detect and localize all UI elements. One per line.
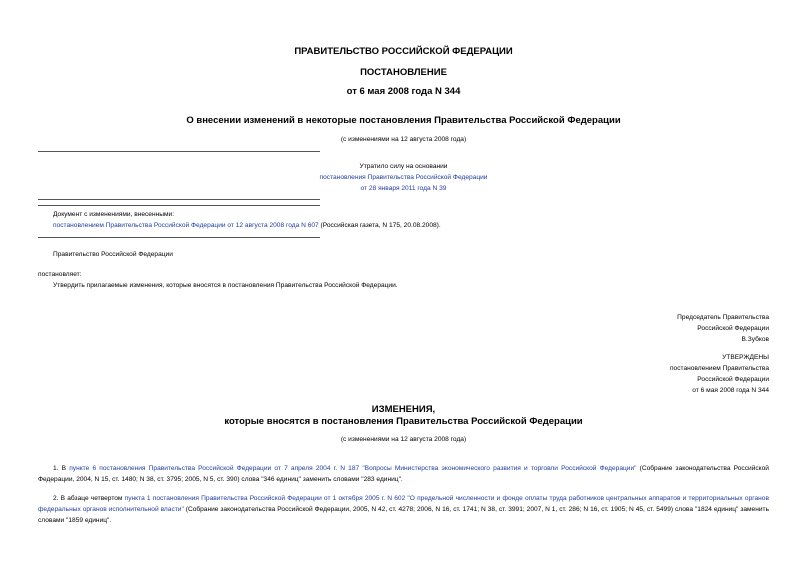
divider — [38, 151, 320, 152]
change-item-1 — [38, 463, 769, 485]
changes-doc-link[interactable]: постановлением Правительства Российской Федерации от 12 августа 2008 года N 607 — [53, 222, 319, 229]
lost-force-date-link[interactable]: от 28 января 2011 года N 39 — [360, 185, 447, 192]
approved-date: от 6 мая 2008 года N 344 — [692, 387, 769, 394]
approved-org: Российской Федерации — [697, 376, 769, 383]
divider — [38, 199, 320, 200]
changes-doc-source: (Российская газета, N 175, 20.08.2008). — [318, 222, 441, 229]
approved-by: постановлением Правительства — [669, 365, 769, 372]
change-item-1-pre: 1. В — [53, 465, 70, 472]
change-item-2-link[interactable]: пункта 1 постановления Правительства Российской Федерации от 1 октября 2005 г. N 602 "О предельной численности и фонде оплаты труда работников центральных аппаратов и территориальных органов федеральных органов исполнительной власти" — [38, 495, 769, 513]
approve-text: Утвердить прилагаемые изменения, которые вносятся в постановления Правительства Российской Федерации. — [53, 282, 398, 289]
approved-heading: УТВЕРЖДЕНЫ — [722, 354, 769, 361]
change-item-2-pre: 2. В абзаце четвертом — [53, 495, 125, 502]
doc-type-heading: ПОСТАНОВЛЕНИЕ — [360, 67, 447, 78]
change-item-2 — [38, 493, 769, 526]
gov-subject: Правительство Российской Федерации — [53, 251, 173, 258]
lost-force-label: Утратило силу на основании — [359, 163, 448, 170]
changes-subtitle: которые вносятся в постановления Правительства Российской Федерации — [224, 416, 583, 427]
divider — [38, 237, 320, 238]
changes-amend-note: (с изменениями на 12 августа 2008 года) — [340, 436, 467, 443]
changes-doc-line — [53, 222, 441, 229]
amend-note: (с изменениями на 12 августа 2008 года) — [340, 136, 467, 143]
changes-doc-label: Документ с изменениями, внесенными: — [53, 211, 175, 218]
change-item-2-post: (Собрание законодательства Российской Федерации, 2005, N 42, ст. 4278; 2006, N 16, ст. 1741; N 38, ст. 3991; 2007, N 1, ст. 286; N 16, ст. 1905; N 45, ст. 5499) слова "1824 единиц" заменить словами "1859 единиц". — [38, 506, 770, 524]
divider — [38, 205, 320, 206]
changes-title: ИЗМЕНЕНИЯ, — [371, 404, 436, 415]
doc-title: О внесении изменений в некоторые постановления Правительства Российской Федерации — [186, 115, 621, 126]
signature-name: В.Зубков — [741, 336, 769, 343]
change-item-1-link[interactable]: пункте 6 постановления Правительства Российской Федерации от 7 апреля 2004 г. N 187 "Вопросы Министерства экономического развития и торговли Российской Федерации" — [69, 465, 637, 472]
gov-heading: ПРАВИТЕЛЬСТВО РОССИЙСКОЙ ФЕДЕРАЦИИ — [294, 46, 513, 57]
doc-date-heading: от 6 мая 2008 года N 344 — [346, 86, 461, 97]
signature-position: Председатель Правительства — [677, 314, 769, 321]
lost-force-link[interactable]: постановления Правительства Российской Федерации — [319, 174, 488, 181]
signature-org: Российской Федерации — [697, 325, 769, 332]
decrees-word: постановляет: — [38, 271, 82, 278]
change-item-1-post: (Собрание законодательства Российской Федерации, 2004, N 15, ст. 1480; N 38, ст. 3795; 2005, N 5, ст. 390) слова "346 единиц" заменить словами "283 единиц". — [38, 465, 769, 483]
